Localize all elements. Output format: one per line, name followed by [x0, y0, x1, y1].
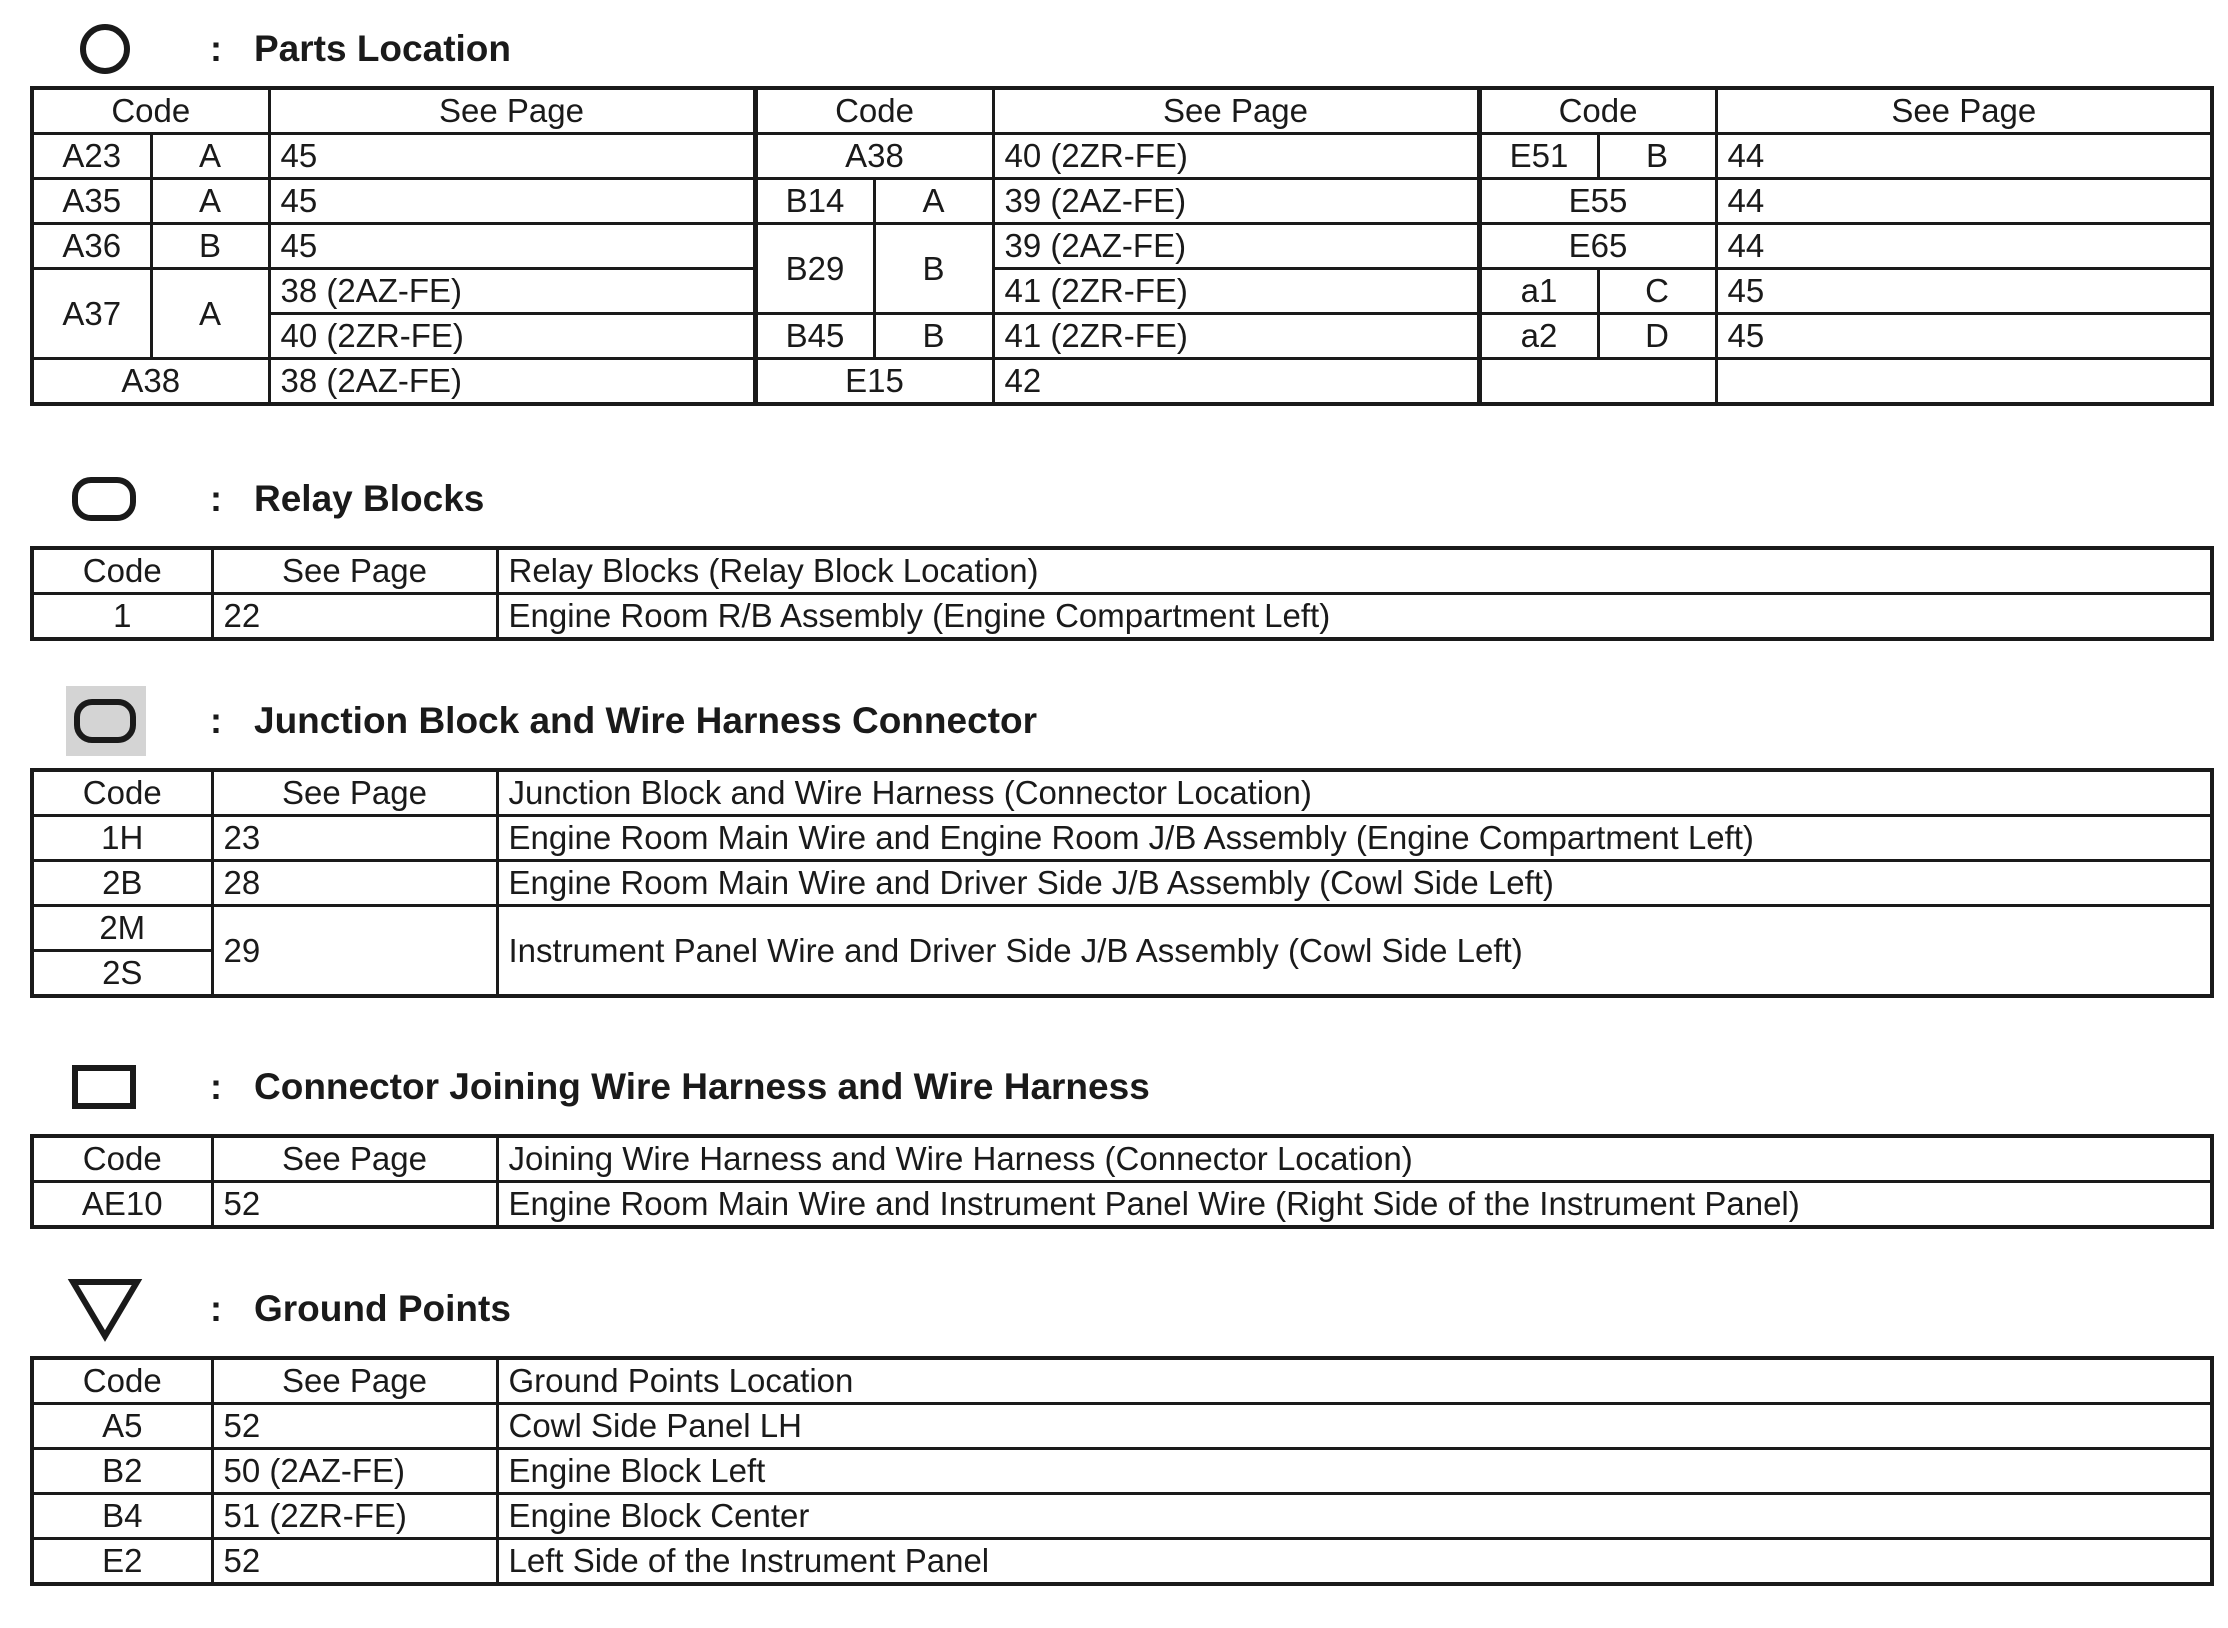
header-code: Code — [32, 1358, 212, 1404]
heading-colon: : — [210, 700, 222, 741]
header-description: Junction Block and Wire Harness (Connector Location) — [497, 770, 2212, 816]
junction-block-heading — [60, 686, 1037, 756]
table-row — [32, 269, 2212, 314]
code-cell: E65 — [1479, 224, 1716, 269]
page-cell: 40 (2ZR-FE) — [993, 134, 1479, 179]
page-cell: 52 — [212, 1404, 497, 1449]
triangle-down-icon — [60, 1274, 150, 1344]
code-cell: B4 — [32, 1494, 212, 1539]
code-cell: 2M — [32, 906, 212, 951]
header-description: Relay Blocks (Relay Block Location) — [497, 548, 2212, 594]
connector-joining-table — [30, 1134, 2214, 1229]
connector-joining-heading — [60, 1052, 1150, 1122]
header-see-page: See Page — [269, 88, 755, 134]
code-cell: a1 — [1479, 269, 1598, 314]
code-cell: 1H — [32, 816, 212, 861]
code-cell: 2B — [32, 861, 212, 906]
header-see-page: See Page — [212, 770, 497, 816]
header-code: Code — [32, 770, 212, 816]
code-cell: a2 — [1479, 314, 1598, 359]
code-cell: A5 — [32, 1404, 212, 1449]
page-cell: 45 — [269, 179, 755, 224]
code-cell: E15 — [755, 359, 993, 405]
code-cell: A38 — [32, 359, 269, 405]
code-cell: B2 — [32, 1449, 212, 1494]
table-row — [32, 1182, 2212, 1228]
code-cell: 2S — [32, 951, 212, 997]
code-cell: A36 — [32, 224, 151, 269]
header-see-page: See Page — [212, 1136, 497, 1182]
page-cell: 42 — [993, 359, 1479, 405]
parts-location-table — [30, 86, 2214, 406]
table-row — [32, 359, 2212, 405]
code-cell: B14 — [755, 179, 874, 224]
ground-points-heading — [60, 1274, 511, 1344]
page-cell: 44 — [1716, 179, 2212, 224]
table-row — [32, 1494, 2212, 1539]
code-cell: A38 — [755, 134, 993, 179]
table-row — [32, 134, 2212, 179]
header-code: Code — [755, 88, 993, 134]
code-cell: E2 — [32, 1539, 212, 1585]
page-cell: 45 — [269, 134, 755, 179]
sub-code-cell: A — [874, 179, 993, 224]
section-title: Connector Joining Wire Harness and Wire Harness — [254, 1066, 1150, 1107]
heading-colon: : — [210, 1066, 222, 1107]
sub-code-cell: B — [1598, 134, 1716, 179]
header-description: Ground Points Location — [497, 1358, 2212, 1404]
table-row — [32, 816, 2212, 861]
description-cell: Instrument Panel Wire and Driver Side J/B Assembly (Cowl Side Left) — [497, 906, 2212, 997]
heading-colon: : — [210, 1288, 222, 1329]
description-cell: Engine Block Left — [497, 1449, 2212, 1494]
page-cell: 44 — [1716, 134, 2212, 179]
rounded-rect-icon — [60, 464, 150, 534]
code-cell: E55 — [1479, 179, 1716, 224]
code-cell: 1 — [32, 594, 212, 640]
code-cell: AE10 — [32, 1182, 212, 1228]
description-cell: Engine Block Center — [497, 1494, 2212, 1539]
header-code: Code — [32, 548, 212, 594]
code-cell: A37 — [32, 269, 151, 359]
page-cell: 23 — [212, 816, 497, 861]
heading-colon: : — [210, 28, 222, 69]
code-cell: A23 — [32, 134, 151, 179]
sub-code-cell: B — [874, 224, 993, 314]
table-row — [32, 314, 2212, 359]
heading-colon: : — [210, 478, 222, 519]
sub-code-cell: A — [151, 134, 269, 179]
page-cell: 52 — [212, 1182, 497, 1228]
sub-code-cell: D — [1598, 314, 1716, 359]
junction-block-table — [30, 768, 2214, 998]
page-cell: 45 — [1716, 314, 2212, 359]
page-cell: 45 — [269, 224, 755, 269]
code-cell: A35 — [32, 179, 151, 224]
table-row — [32, 594, 2212, 640]
header-see-page: See Page — [993, 88, 1479, 134]
circle-icon — [60, 14, 150, 84]
page-cell: 51 (2ZR-FE) — [212, 1494, 497, 1539]
header-code: Code — [32, 1136, 212, 1182]
description-cell: Engine Room Main Wire and Instrument Panel Wire (Right Side of the Instrument Panel) — [497, 1182, 2212, 1228]
section-title: Ground Points — [254, 1288, 511, 1329]
sub-code-cell: B — [151, 224, 269, 269]
code-cell: E51 — [1479, 134, 1598, 179]
code-cell: B45 — [755, 314, 874, 359]
description-cell: Left Side of the Instrument Panel — [497, 1539, 2212, 1585]
section-title: Relay Blocks — [254, 478, 485, 519]
page-cell: 50 (2AZ-FE) — [212, 1449, 497, 1494]
rectangle-icon — [60, 1052, 150, 1122]
relay-blocks-table — [30, 546, 2214, 641]
header-code: Code — [32, 88, 269, 134]
page-cell: 39 (2AZ-FE) — [993, 224, 1479, 269]
section-title: Parts Location — [254, 28, 511, 69]
section-title: Junction Block and Wire Harness Connector — [254, 700, 1037, 741]
page-cell: 38 (2AZ-FE) — [269, 359, 755, 405]
sub-code-cell: B — [874, 314, 993, 359]
table-header-row — [32, 770, 2212, 816]
header-see-page: See Page — [1716, 88, 2212, 134]
page-cell: 40 (2ZR-FE) — [269, 314, 755, 359]
table-row — [32, 906, 2212, 951]
table-header-row — [32, 548, 2212, 594]
table-row — [32, 1449, 2212, 1494]
page-cell: 41 (2ZR-FE) — [993, 314, 1479, 359]
page-cell: 44 — [1716, 224, 2212, 269]
description-cell: Engine Room Main Wire and Driver Side J/B Assembly (Cowl Side Left) — [497, 861, 2212, 906]
table-header-row — [32, 1136, 2212, 1182]
header-see-page: See Page — [212, 548, 497, 594]
table-row — [32, 861, 2212, 906]
page-cell: 29 — [212, 906, 497, 997]
sub-code-cell: A — [151, 269, 269, 359]
page-cell: 22 — [212, 594, 497, 640]
table-header-row — [32, 1358, 2212, 1404]
table-row — [32, 1539, 2212, 1585]
sub-code-cell: A — [151, 179, 269, 224]
table-row — [32, 1404, 2212, 1449]
description-cell: Engine Room Main Wire and Engine Room J/B Assembly (Engine Compartment Left) — [497, 816, 2212, 861]
relay-blocks-heading — [60, 464, 484, 534]
header-code: Code — [1479, 88, 1716, 134]
page-cell: 39 (2AZ-FE) — [993, 179, 1479, 224]
page-cell: 52 — [212, 1539, 497, 1585]
shaded-rounded-rect-icon — [60, 686, 150, 756]
table-row — [32, 224, 2212, 269]
page-cell: 41 (2ZR-FE) — [993, 269, 1479, 314]
table-row — [32, 179, 2212, 224]
page-cell: 28 — [212, 861, 497, 906]
empty-cell — [1716, 359, 2212, 405]
sub-code-cell: C — [1598, 269, 1716, 314]
ground-points-table — [30, 1356, 2214, 1586]
empty-cell — [1479, 359, 1716, 405]
page-cell: 38 (2AZ-FE) — [269, 269, 755, 314]
description-cell: Cowl Side Panel LH — [497, 1404, 2212, 1449]
header-description: Joining Wire Harness and Wire Harness (Connector Location) — [497, 1136, 2212, 1182]
header-see-page: See Page — [212, 1358, 497, 1404]
table-header-row — [32, 88, 2212, 134]
parts-location-heading — [60, 14, 511, 84]
page-cell: 45 — [1716, 269, 2212, 314]
description-cell: Engine Room R/B Assembly (Engine Compartment Left) — [497, 594, 2212, 640]
code-cell: B29 — [755, 224, 874, 314]
